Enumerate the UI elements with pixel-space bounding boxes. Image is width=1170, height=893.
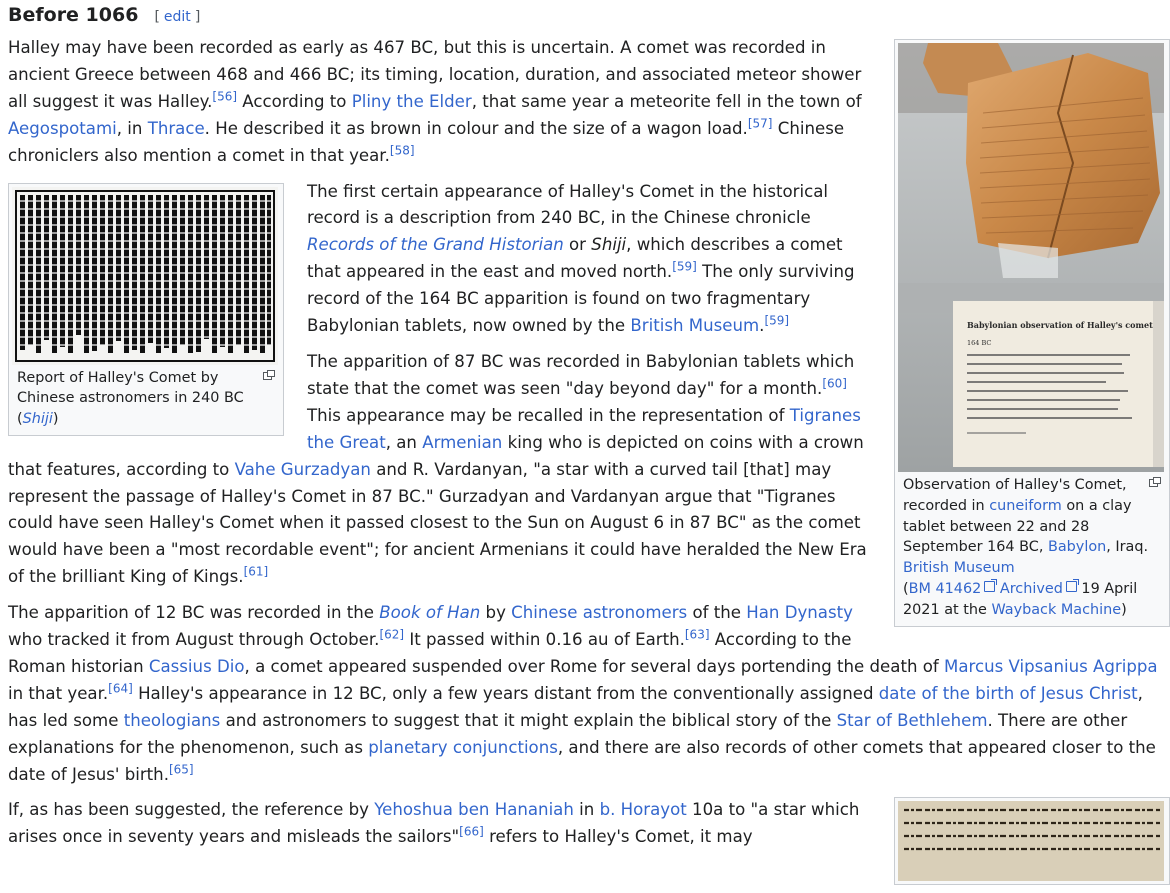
text-run: of the: [687, 603, 747, 623]
vahe-gurzadyan-link[interactable]: Vahe Gurzadyan: [234, 459, 371, 479]
tablet-caption-text: on a clay tablet between 22 and 28 September 164 BC,: [903, 497, 1132, 556]
card-sub-text: 164 BC: [967, 339, 992, 347]
citation-57[interactable]: [57]: [747, 116, 773, 131]
text-run: . There are other explanations for the phenomenon, such as: [8, 710, 1128, 757]
text-run: who tracked it from August through October.: [8, 630, 380, 650]
shiji-caption-text: Report of Halley's Comet by Chinese astronomers in 240 BC (: [17, 369, 244, 428]
tablet-caption-text: Observation of Halley's Comet, recorded in: [903, 477, 1127, 514]
text-run: The apparition of 12 BC was recorded in the: [8, 603, 380, 623]
birth-of-jesus-link[interactable]: date of the birth of Jesus Christ: [878, 683, 1138, 703]
shiji-image[interactable]: [12, 187, 278, 365]
text-run: , an: [385, 432, 423, 452]
text-run: Halley may have been recorded as early as 467 BC, but this is uncertain. A comet was recorded in ancient Greece between 468 and 466 BC; its timing, location, duration, and associated meteor shower all suggest it was Halley.: [8, 38, 862, 111]
tablet-caption-text: (: [903, 580, 909, 597]
babylon-link[interactable]: Babylon: [1047, 539, 1107, 556]
text-run: Chinese chroniclers also mention a comet in that year.: [8, 118, 845, 165]
cuneiform-link[interactable]: cuneiform: [989, 497, 1062, 514]
text-run: According to: [237, 91, 352, 111]
figure-babylonian-tablet: [894, 39, 1170, 627]
shiji-link[interactable]: [23, 411, 53, 427]
star-of-bethlehem-link[interactable]: Star of Bethlehem: [836, 710, 988, 730]
tablet-caption-text: 19 April 2021 at the: [903, 580, 1138, 618]
tablet-caption-text: , Iraq.: [1106, 539, 1149, 556]
edit-bracket-close: ]: [194, 9, 201, 25]
citation-65[interactable]: [65]: [168, 762, 194, 777]
figure-hebrew-manuscript: [894, 797, 1170, 885]
text-run: According to the Roman historian: [8, 630, 852, 676]
text-run: , a comet appeared suspended over Rome for several days portending the death of: [244, 656, 945, 676]
aegospotami-link[interactable]: Aegospotami: [8, 118, 117, 138]
citation-56[interactable]: [56]: [212, 89, 238, 104]
archived-label: Archived: [999, 580, 1063, 597]
section-heading: Before 1066: [8, 4, 139, 26]
section-heading-row: [8, 0, 1170, 35]
pliny-the-elder-link[interactable]: Pliny the Elder: [351, 91, 472, 111]
book-of-han-link[interactable]: [379, 603, 480, 622]
text-run: and R. Vardanyan, "a star with a curved tail [that] may represent the passage of Halley's Comet in 87 BC." Gurzadyan and Vardanyan argue that "Tigranes could have seen Halley's Comet when it passed closest to the Sun on August 6 in 87 BC" as the comet would have been a "most recordable event"; for ancient Armenians it could have heralded the New Era of the brilliant King of Kings.: [8, 459, 867, 587]
citation-66[interactable]: [66]: [459, 824, 484, 839]
text-run: If, as has been suggested, the reference by: [8, 800, 375, 820]
text-run: The apparition of 87 BC was recorded in Babylonian tablets which state that the comet was seen "day beyond day" for a month.: [307, 351, 855, 398]
text-run: king who is depicted on coins with a crown that features, according to: [8, 432, 864, 479]
text-run: The first certain appearance of Halley's Comet in the historical record is a description from 240 BC, in the Chinese chronicle: [307, 181, 829, 228]
shiji-link-label: Shiji: [22, 411, 53, 428]
text-run: It passed within 0.16 au of Earth.: [404, 630, 685, 650]
thrace-link[interactable]: Thrace: [147, 118, 205, 138]
edit-bracket-open: [: [154, 9, 160, 25]
tablet-caption-text: ): [1121, 601, 1127, 618]
archived-link[interactable]: [1000, 581, 1077, 597]
citation-61[interactable]: [61]: [243, 564, 269, 579]
text-run: by: [480, 603, 512, 623]
theologians-link[interactable]: theologians: [123, 710, 221, 730]
text-run: 10a to "a star which arises once in seventy years and misleads the sailors": [8, 800, 860, 847]
tigranes-the-great-link[interactable]: Tigranes the Great: [307, 405, 861, 452]
british-museum-link[interactable]: British Museum: [630, 316, 760, 336]
yehoshua-ben-hananiah-link[interactable]: Yehoshua ben Hananiah: [374, 800, 574, 820]
paragraph-4: [8, 600, 1170, 788]
external-link-icon: [1066, 581, 1077, 592]
wayback-machine-link[interactable]: Wayback Machine: [991, 601, 1122, 618]
text-run: , in: [116, 118, 148, 138]
han-dynasty-link[interactable]: Han Dynasty: [746, 603, 853, 623]
text-run: , which describes a comet that appeared in the east and moved north.: [307, 235, 843, 282]
text-run: refers to Halley's Comet, it may: [483, 827, 753, 847]
text-run: in: [573, 800, 600, 820]
armenian-link[interactable]: Armenian: [422, 432, 503, 452]
shiji-caption-text: ): [52, 411, 59, 428]
book-of-han-label: Book of Han: [379, 603, 481, 623]
citation-63[interactable]: [63]: [684, 627, 710, 642]
edit-link[interactable]: edit: [163, 9, 191, 25]
planetary-conjunctions-link[interactable]: planetary conjunctions: [368, 737, 558, 757]
marcus-vipsanius-agrippa-link[interactable]: Marcus Vipsanius Agrippa: [944, 656, 1158, 676]
figure-shiji: [8, 183, 284, 436]
text-run: , that same year a meteorite fell in the town of: [471, 91, 862, 111]
text-run: .: [759, 316, 765, 336]
text-run: . He described it as brown in colour and the size of a wagon load.: [204, 118, 748, 138]
citation-60[interactable]: [60]: [822, 376, 847, 391]
enlarge-icon[interactable]: [263, 370, 274, 379]
citation-64[interactable]: [64]: [108, 681, 133, 696]
text-run: or: [563, 235, 592, 255]
records-grand-historian-label: Records of the Grand Historian: [307, 235, 564, 255]
records-grand-historian-link[interactable]: [307, 235, 564, 254]
text-run: This appearance may be recalled in the representation of: [307, 405, 790, 425]
text-run: in that year.: [8, 683, 109, 703]
shiji-italic: Shiji: [591, 235, 627, 255]
b-horayot-link[interactable]: b. Horayot: [599, 800, 687, 820]
hebrew-manuscript-image[interactable]: [898, 801, 1164, 881]
text-run: The only surviving record of the 164 BC apparition is found on two fragmentary Babylonian tablets, now owned by the: [307, 262, 855, 336]
enlarge-icon[interactable]: [1149, 477, 1160, 486]
text-run: and astronomers to suggest that it might explain the biblical story of the: [220, 710, 837, 730]
tablet-caption: [898, 472, 1166, 623]
text-run: , has led some: [8, 683, 1143, 730]
text-run: Halley's appearance in 12 BC, only a few years distant from the conventionally assigned: [132, 683, 879, 703]
tablet-photo[interactable]: [898, 43, 1164, 472]
card-title-text: Babylonian observation of Halley's comet: [967, 320, 1153, 330]
text-run: , and there are also records of other comets that appeared closer to the date of Jesus' birth.: [8, 737, 1156, 784]
edit-section: [154, 9, 200, 25]
bm-id-link[interactable]: [909, 581, 996, 597]
bm-id-label: BM 41462: [908, 580, 982, 597]
cassius-dio-link[interactable]: Cassius Dio: [148, 656, 245, 676]
chinese-astronomers-link[interactable]: Chinese astronomers: [511, 603, 688, 623]
citation-62[interactable]: [62]: [379, 627, 405, 642]
external-link-icon: [984, 581, 995, 592]
british-museum-link[interactable]: British Museum: [903, 560, 1015, 577]
shiji-caption: [12, 365, 280, 432]
citation-59[interactable]: [59]: [764, 313, 790, 328]
citation-59[interactable]: [59]: [672, 259, 697, 274]
citation-58[interactable]: [58]: [389, 143, 415, 158]
